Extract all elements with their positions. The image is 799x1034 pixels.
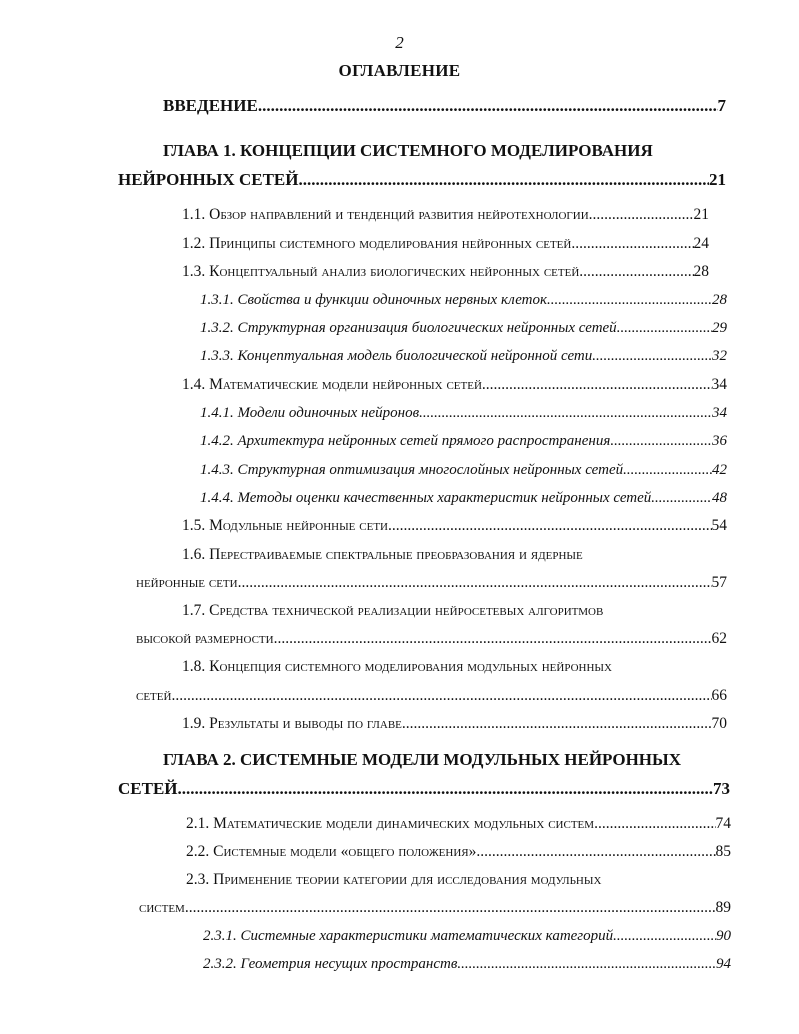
toc-label: сетей ..... <box>136 687 712 705</box>
toc-label: 1.3.1. Свойства и функции одиночных нервных клеток ..... <box>200 292 712 309</box>
toc-entry-2-3[interactable] <box>139 899 731 917</box>
toc-page-ref: 42 <box>712 462 727 478</box>
chapter-2-title[interactable]: ГЛАВА 2. СИСТЕМНЫЕ МОДЕЛИ МОДУЛЬНЫХ НЕЙРОННЫХ <box>163 750 681 769</box>
toc-entry-1-4-3[interactable] <box>200 462 727 479</box>
toc-entry-1-3-1[interactable] <box>200 292 727 309</box>
chapter-1-heading[interactable] <box>118 170 726 190</box>
toc-entry-2-3-1[interactable] <box>203 928 731 945</box>
toc-intro[interactable] <box>163 96 726 116</box>
toc-page-ref: 85 <box>715 843 731 860</box>
toc-label: ВВЕДЕНИЕ ..... <box>163 96 718 116</box>
toc-page-ref: 29 <box>712 320 727 336</box>
toc-entry-2-1[interactable] <box>186 815 731 833</box>
toc-label: 1.3.2. Структурная организация биологических нейронных сетей ..... <box>200 320 712 337</box>
toc-entry-1-4-1[interactable] <box>200 405 727 422</box>
toc-label: систем ..... <box>139 899 716 917</box>
toc-entry-1-6-line1[interactable]: 1.6. Перестраиваемые спектральные преобразования и ядерные <box>182 546 583 563</box>
toc-label: высокой размерности ..... <box>136 630 712 648</box>
toc-label: СЕТЕЙ ..... <box>118 779 713 799</box>
toc-label: 1.3. Концептуальный анализ биологических нейронных сетей ..... <box>182 263 694 281</box>
toc-entry-1-4-4[interactable] <box>200 490 727 507</box>
toc-label: 1.1. Обзор направлений и тенденций развития нейротехнологии ..... <box>182 206 694 224</box>
toc-page-ref: 70 <box>711 715 727 732</box>
toc-page-ref: 36 <box>712 433 727 449</box>
toc-page-ref: 62 <box>711 630 727 647</box>
toc-entry-1-7[interactable] <box>136 630 727 648</box>
toc-label: 1.2. Принципы системного моделирования нейронных сетей ..... <box>182 235 694 253</box>
toc-label: 1.4. Математические модели нейронных сетей ..... <box>182 376 712 394</box>
toc-label: 2.2. Системные модели «общего положения» ..... <box>186 843 716 861</box>
toc-label: 2.3.1. Системные характеристики математических категорий ..... <box>203 928 716 945</box>
toc-entry-1-4-2[interactable] <box>200 433 727 450</box>
chapter-2-heading[interactable] <box>118 779 730 799</box>
toc-page-ref: 48 <box>712 490 727 506</box>
toc-label: 1.4.4. Методы оценки качественных характеристик нейронных сетей ..... <box>200 490 712 507</box>
toc-label: 1.5. Модульные нейронные сети ..... <box>182 517 712 535</box>
toc-page-ref: 66 <box>711 687 727 704</box>
toc-page-ref: 57 <box>711 574 727 591</box>
toc-page-ref: 74 <box>715 815 731 832</box>
toc-entry-2-3-2[interactable] <box>203 956 731 973</box>
toc-page-ref: 21 <box>709 170 726 189</box>
toc-entry-2-3-line1[interactable]: 2.3. Применение теории категории для исследования модульных <box>186 871 602 888</box>
toc-page-ref: 94 <box>716 956 731 972</box>
toc-label: 2.1. Математические модели динамических модульных систем ..... <box>186 815 716 833</box>
toc-entry-1-3[interactable] <box>182 263 709 281</box>
toc-page-ref: 73 <box>713 779 730 798</box>
toc-label: 1.4.3. Структурная оптимизация многослойных нейронных сетей ..... <box>200 462 712 479</box>
toc-entry-1-7-line1[interactable]: 1.7. Средства технической реализации нейросетевых алгоритмов <box>182 602 604 619</box>
chapter-1-title[interactable]: ГЛАВА 1. КОНЦЕПЦИИ СИСТЕМНОГО МОДЕЛИРОВАНИЯ <box>163 141 653 160</box>
toc-label: 1.3.3. Концептуальная модель биологической нейронной сети ..... <box>200 348 712 365</box>
toc-page-ref: 28 <box>693 263 709 280</box>
toc-entry-1-5[interactable] <box>182 517 727 535</box>
toc-entry-1-4[interactable] <box>182 376 727 394</box>
toc-page-ref: 90 <box>716 928 731 944</box>
toc-page-ref: 54 <box>711 517 727 534</box>
toc-entry-1-9[interactable] <box>182 715 727 733</box>
toc-label: 1.4.1. Модели одиночных нейронов ..... <box>200 405 712 422</box>
toc-label: 2.3.2. Геометрия несущих пространств ..... <box>203 956 716 973</box>
toc-entry-1-1[interactable] <box>182 206 709 224</box>
toc-page-ref: 34 <box>712 405 727 421</box>
toc-page-ref: 32 <box>712 348 727 364</box>
toc-page-ref: 21 <box>693 206 709 223</box>
toc-page-ref: 89 <box>715 899 731 916</box>
toc-entry-2-2[interactable] <box>186 843 731 861</box>
toc-label: 1.4.2. Архитектура нейронных сетей прямого распространения ..... <box>200 433 712 450</box>
page-number: 2 <box>395 33 404 52</box>
toc-title: ОГЛАВЛЕНИЕ <box>338 61 461 80</box>
toc-entry-1-8[interactable] <box>136 687 727 705</box>
toc-entry-1-3-2[interactable] <box>200 320 727 337</box>
toc-page-ref: 7 <box>717 96 726 115</box>
toc-label: НЕЙРОННЫХ СЕТЕЙ ..... <box>118 170 709 190</box>
toc-label: 1.9. Результаты и выводы по главе ..... <box>182 715 712 733</box>
toc-page-ref: 34 <box>711 376 727 393</box>
toc-label: нейронные сети ..... <box>136 574 712 592</box>
toc-page-ref: 24 <box>693 235 709 252</box>
toc-entry-1-2[interactable] <box>182 235 709 253</box>
toc-entry-1-3-3[interactable] <box>200 348 727 365</box>
toc-page-ref: 28 <box>712 292 727 308</box>
toc-entry-1-6[interactable] <box>136 574 727 592</box>
toc-entry-1-8-line1[interactable]: 1.8. Концепция системного моделирования модульных нейронных <box>182 658 612 675</box>
